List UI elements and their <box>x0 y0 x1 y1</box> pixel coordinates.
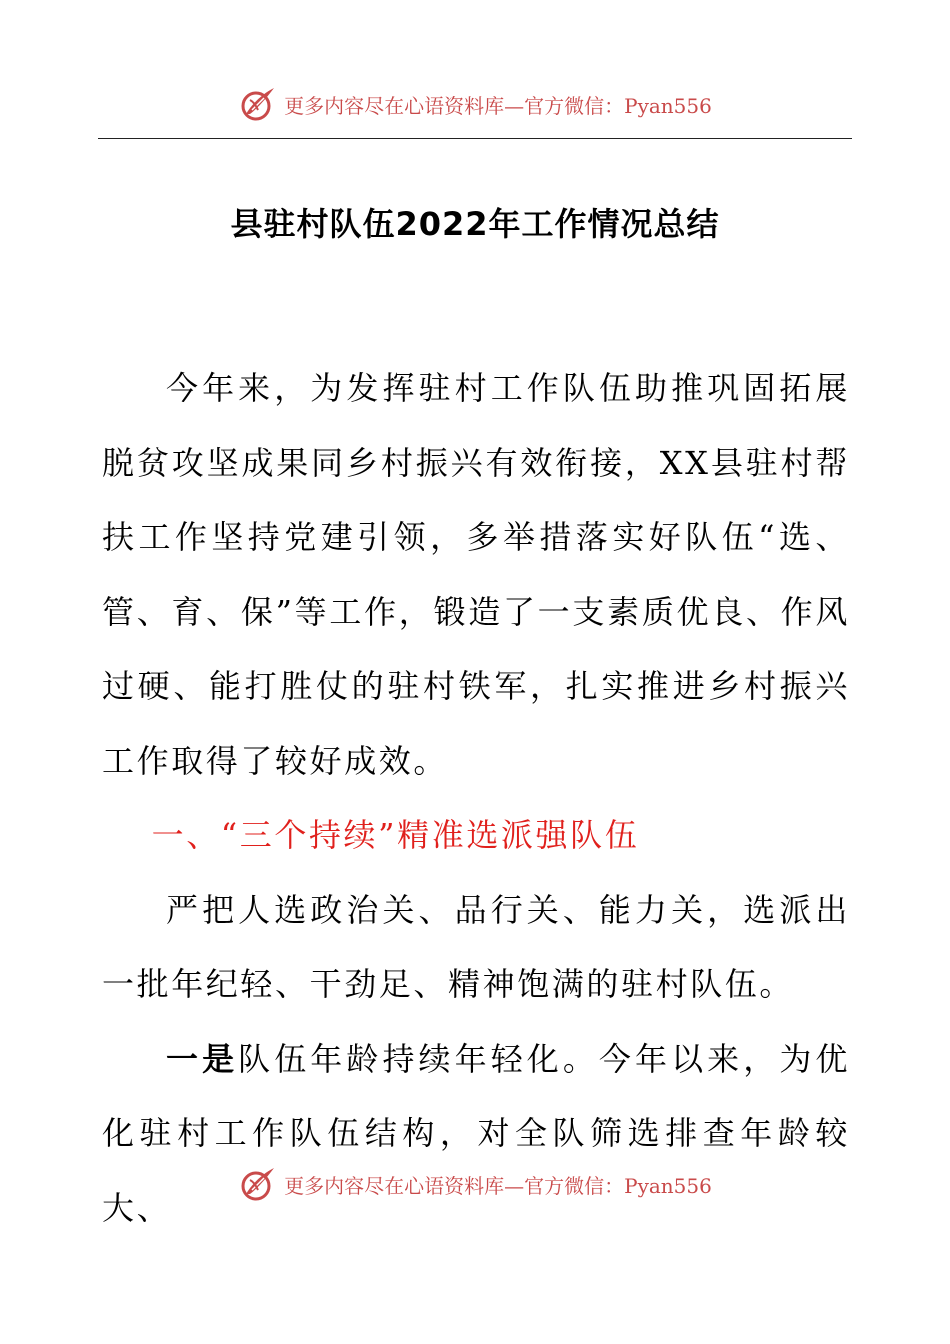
section-1-intro: 严把人选政治关、品行关、能力关，选派出一批年纪轻、干劲足、精神饱满的驻村队伍。 <box>102 890 850 1003</box>
quill-circle-icon <box>238 1164 278 1204</box>
header-watermark-text: 更多内容尽在心语资料库—官方微信：Pyan556 <box>284 93 712 118</box>
point-lead: 一是 <box>166 1039 239 1078</box>
section-heading-1: 一、“三个持续”精准选派强队伍 <box>151 816 640 854</box>
footer-watermark <box>0 1162 950 1206</box>
quill-circle-icon <box>238 84 278 124</box>
document-body <box>102 351 850 1245</box>
header-divider <box>98 138 852 139</box>
section-1-point-1 <box>102 1022 850 1246</box>
footer-watermark-text: 更多内容尽在心语资料库—官方微信：Pyan556 <box>284 1173 712 1198</box>
intro-paragraph: 今年来，为发挥驻村工作队伍助推巩固拓展脱贫攻坚成果同乡村振兴有效衔接，XX县驻村帮扶工作坚持党建引领，多举措落实好队伍“选、管、育、保”等工作，锻造了一支素质优良、作风过硬、能打胜仗的驻村铁军，扎实推进乡村振兴工作取得了较好成效。 <box>102 369 850 780</box>
header-watermark <box>0 82 950 126</box>
document-title: 县驻村队伍2022年工作情况总结 <box>230 205 720 243</box>
point-text: 队伍年龄持续年轻化。今年以来，为优化驻村工作队伍结构，对全队筛选排查年龄较大、 <box>102 1039 850 1227</box>
